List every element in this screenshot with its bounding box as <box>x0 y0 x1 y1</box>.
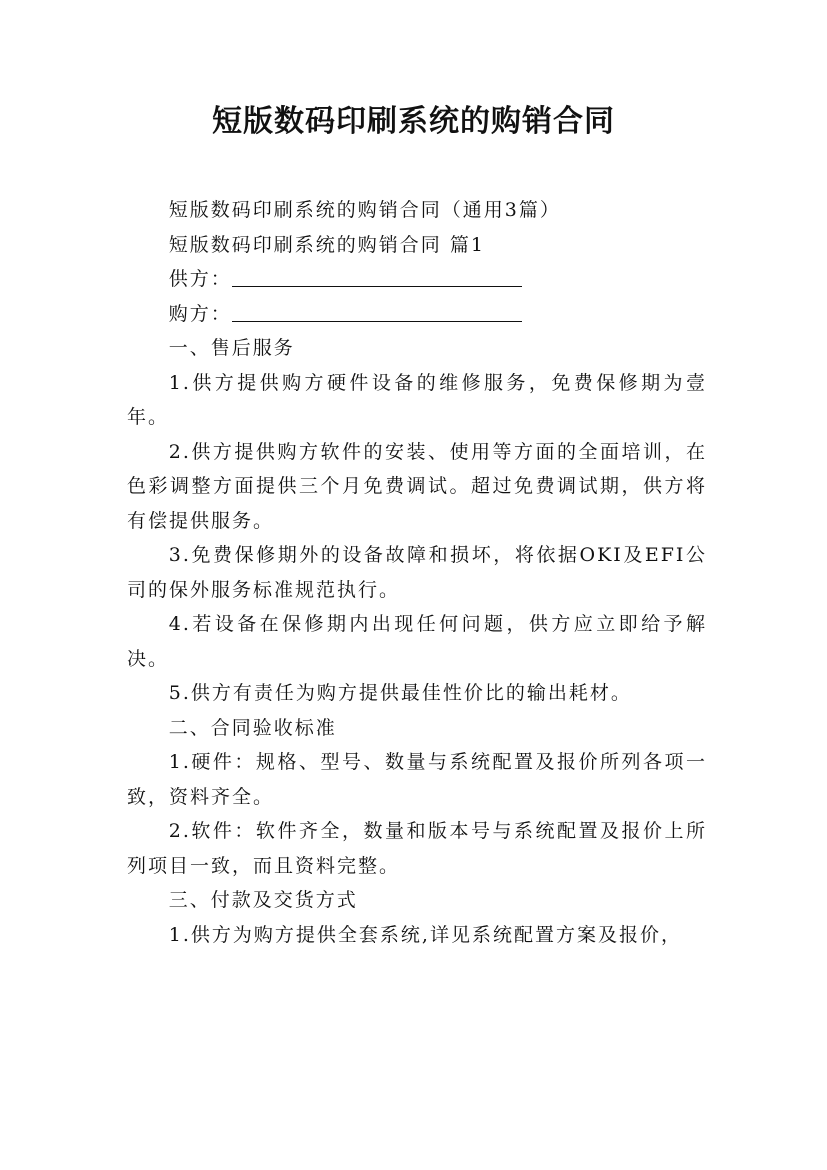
after-sales-item: 2.供方提供购方软件的安装、使用等方面的全面培训，在色彩调整方面提供三个月免费调试。超过免费调试期，供方将有偿提供服务。 <box>127 440 707 532</box>
supplier-blank-line <box>232 264 522 287</box>
acceptance-item: 1.硬件：规格、型号、数量与系统配置及报价所列各项一致，资料齐全。 <box>127 751 707 808</box>
document-body <box>127 193 707 952</box>
section-heading-after-sales: 一、售后服务 <box>168 337 295 359</box>
part-heading: 短版数码印刷系统的购销合同 篇1 <box>168 233 485 256</box>
after-sales-item: 1.供方提供购方硬件设备的维修服务，免费保修期为壹年。 <box>127 371 707 428</box>
after-sales-item: 4.若设备在保修期内出现任何问题，供方应立即给予解决。 <box>127 613 707 670</box>
supplier-line <box>127 262 707 297</box>
payment-item: 1.供方为购方提供全套系统,详见系统配置方案及报价， <box>168 923 682 946</box>
section-heading-payment: 三、付款及交货方式 <box>168 889 358 911</box>
acceptance-item: 2.软件：软件齐全，数量和版本号与系统配置及报价上所列项目一致，而且资料完整。 <box>127 820 707 877</box>
supplier-label: 供方： <box>168 268 232 290</box>
after-sales-item: 5.供方有责任为购方提供最佳性价比的输出耗材。 <box>168 682 632 704</box>
buyer-line <box>127 297 707 332</box>
buyer-label: 购方： <box>168 302 232 325</box>
section-heading-acceptance: 二、合同验收标准 <box>168 716 337 739</box>
after-sales-item: 3.免费保修期外的设备故障和损坏，将依据OKI及EFI公司的保外服务标准规范执行。 <box>127 544 707 601</box>
document-subtitle: 短版数码印刷系统的购销合同（通用3篇） <box>168 199 561 221</box>
buyer-blank-line <box>232 299 522 322</box>
document-title: 短版数码印刷系统的购销合同 <box>212 104 615 139</box>
